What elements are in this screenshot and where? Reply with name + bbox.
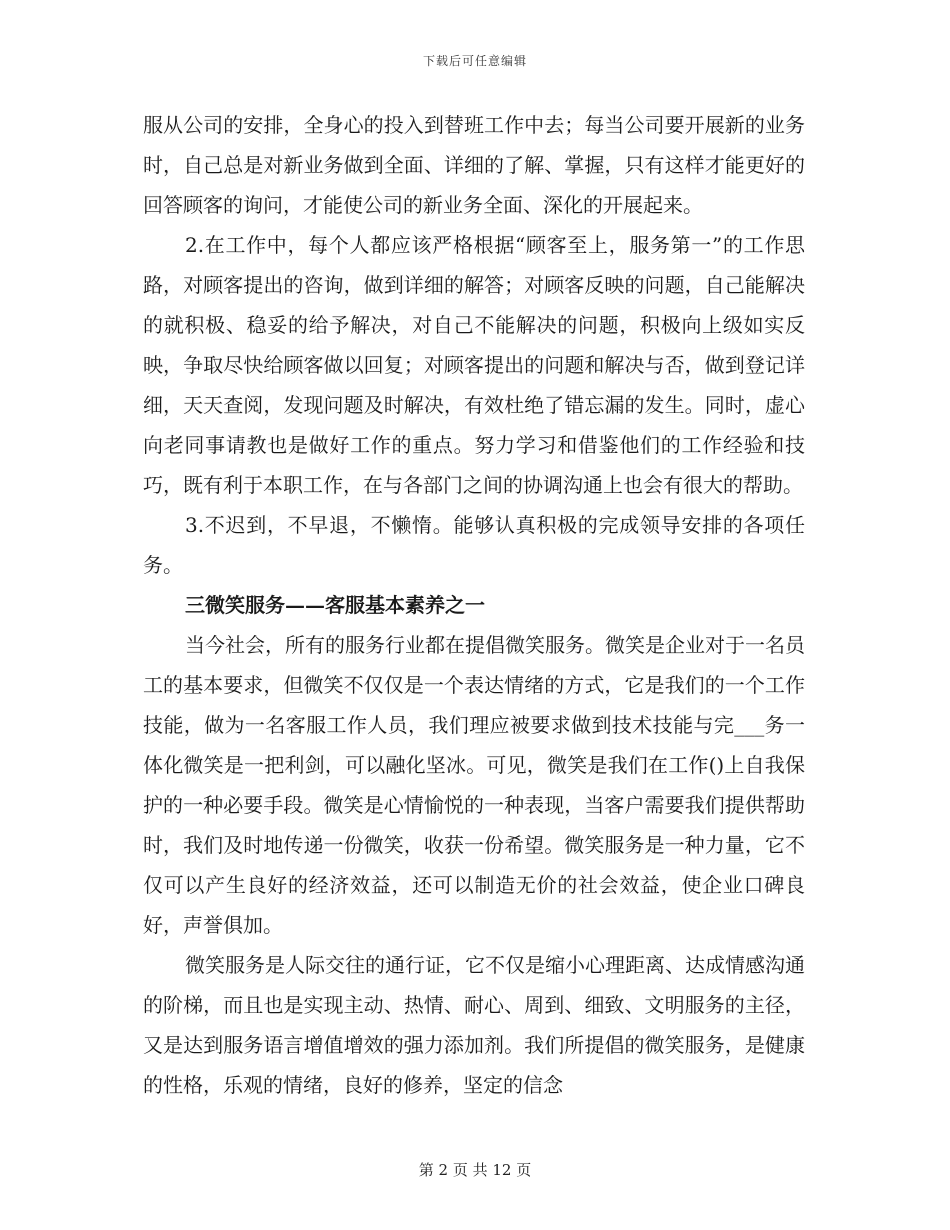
paragraph-smile-service-passport: 微笑服务是人际交往的通行证，它不仅是缩小心理距离、达成情感沟通的阶梯，而且也是实现主动、热情、耐心、周到、细致、文明服务的主径，又是达到服务语言增值增效的强力添加剂。我们所提倡的微笑服务，是健康的性格，乐观的情绪，良好的修养，坚定的信念 (143, 953, 805, 1097)
page-number-footer: 第 2 页 共 12 页 (418, 1161, 532, 1179)
paragraph-item-3: 3.不迟到，不早退，不懒惰。能够认真积极的完成领导安排的各项任务。 (143, 513, 805, 577)
page-header: 下载后可任意编辑 (422, 54, 527, 68)
paragraph-continuation: 服从公司的安排，全身心的投入到替班工作中去；每当公司要开展新的业务时，自己总是对新业务做到全面、详细的了解、掌握，只有这样才能更好的回答顾客的询问，才能使公司的新业务全面、深化的开展起来。 (143, 113, 805, 217)
section-heading: 三微笑服务——客服基本素养之一 (185, 593, 485, 617)
paragraph-smile-service-intro: 当今社会，所有的服务行业都在提倡微笑服务。微笑是企业对于一名员工的基本要求，但微笑不仅仅是一个表达情绪的方式，它是我们的一个工作技能，做为一名客服工作人员，我们理应被要求做到技术技能与完___务一体化微笑是一把利剑，可以融化坚冰。可见，微笑是我们在工作()上自我保护的一种必要手段。微笑是心情愉悦的一种表现，当客户需要我们提供帮助时，我们及时地传递一份微笑，收获一份希望。微笑服务是一种力量，它不仅可以产生良好的经济效益，还可以制造无价的社会效益，使企业口碑良好，声誉俱加。 (143, 633, 805, 937)
paragraph-item-2: 2.在工作中，每个人都应该严格根据“顾客至上，服务第一”的工作思路，对顾客提出的咨询，做到详细的解答；对顾客反映的问题，自己能解决的就积极、稳妥的给予解决，对自己不能解决的问题，积极向上级如实反映，争取尽快给顾客做以回复；对顾客提出的问题和解决与否，做到登记详细，天天查阅，发现问题及时解决，有效杜绝了错忘漏的发生。同时，虚心向老同事请教也是做好工作的重点。努力学习和借鉴他们的工作经验和技巧，既有利于本职工作，在与各部门之间的协调沟通上也会有很大的帮助。 (143, 233, 805, 497)
document-body (143, 105, 805, 1105)
